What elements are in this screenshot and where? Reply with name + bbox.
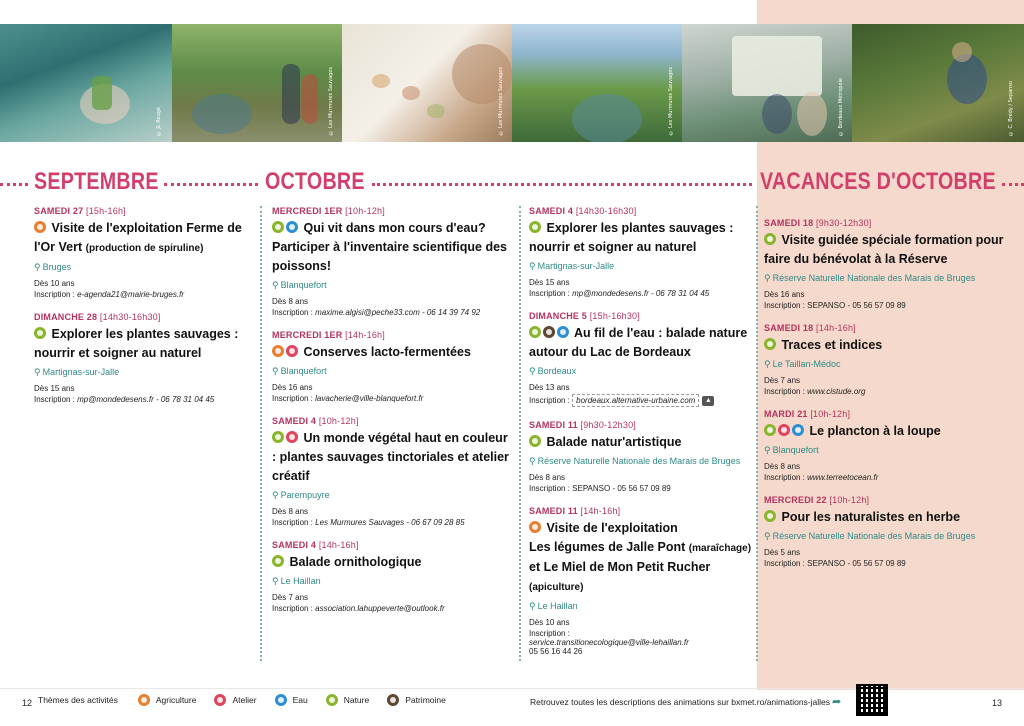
photo-credit: © Bordeaux Métropole <box>838 77 844 136</box>
event-place: ⚲ Le Haillan <box>529 601 578 611</box>
inscription-contact[interactable]: mp@mondedesens.fr - 06 78 31 04 45 <box>572 289 710 298</box>
column-divider <box>260 206 262 661</box>
event-inscription: Inscription : www.cistude.org <box>764 387 866 396</box>
inscription-contact[interactable]: association.lahuppeverte@outlook.fr <box>315 604 445 613</box>
location-pin-icon: ⚲ <box>272 576 279 586</box>
photo-riverside-group <box>172 24 342 142</box>
agriculture-icon <box>529 521 541 533</box>
eau-icon <box>275 694 287 706</box>
event-age: Dès 7 ans <box>764 376 801 385</box>
event-age: Dès 16 ans <box>272 383 313 392</box>
event-age: Dès 8 ans <box>764 462 801 471</box>
event-date: DIMANCHE 5 [15h-16h30] <box>529 311 640 321</box>
atelier-icon <box>778 424 790 436</box>
event-age: Dès 10 ans <box>529 618 570 627</box>
photo-credit: © Les Murmures Sauvages <box>328 67 334 136</box>
event-place: ⚲ Le Taillan-Médoc <box>764 359 841 369</box>
column-divider <box>519 206 521 661</box>
atelier-icon <box>286 345 298 357</box>
event-age: Dès 15 ans <box>529 278 570 287</box>
event-card <box>529 206 753 298</box>
location-pin-icon: ⚲ <box>764 531 771 541</box>
event-title: Visite de l'exploitation Les légumes de Jalle Pont (maraîchage) et Le Miel de Mon Petit Rucher (apiculture) <box>529 521 752 593</box>
event-card <box>764 409 1014 482</box>
event-title: Balade natur'artistique <box>529 433 753 452</box>
event-inscription: Inscription : bordeaux.alternative-urbaine.com ▲ <box>529 394 753 407</box>
inscription-contact[interactable]: Les Murmures Sauvages - 06 67 09 28 85 <box>315 518 465 527</box>
event-age: Dès 8 ans <box>272 507 309 516</box>
event-date: SAMEDI 4 [14h-16h] <box>272 540 359 550</box>
event-age: Dès 15 ans <box>34 384 75 393</box>
event-place: ⚲ Réserve Naturelle Nationale des Marais de Bruges <box>764 273 976 283</box>
themes-legend <box>38 694 464 706</box>
photo-credit: © Les Murmures Sauvages <box>498 67 504 136</box>
event-inscription: Inscription : SEPANSO - 05 56 57 09 89 <box>764 559 906 568</box>
agriculture-icon <box>272 345 284 357</box>
event-age: Dès 5 ans <box>764 548 801 557</box>
location-pin-icon: ⚲ <box>272 366 279 376</box>
event-place: ⚲ Réserve Naturelle Nationale des Marais de Bruges <box>529 456 741 466</box>
event-place: ⚲ Bruges <box>34 262 72 272</box>
event-title: Le plancton à la loupe <box>764 422 1014 441</box>
inscription-contact: SEPANSO - 05 56 57 09 89 <box>807 301 906 310</box>
location-pin-icon: ⚲ <box>34 262 41 272</box>
event-card <box>529 311 753 407</box>
photo-credit: © Les Murmures Sauvages <box>668 67 674 136</box>
event-inscription: Inscription : lavacherie@ville-blanquefort.fr <box>272 394 424 403</box>
event-place: ⚲ Parempuyre <box>272 490 330 500</box>
event-age: Dès 8 ans <box>272 297 309 306</box>
event-inscription: Inscription : SEPANSO - 05 56 57 09 89 <box>529 484 671 493</box>
location-pin-icon: ⚲ <box>34 367 41 377</box>
heading-dots <box>1002 183 1024 186</box>
photo-canal <box>512 24 682 142</box>
inscription-link[interactable]: bordeaux.alternative-urbaine.com <box>572 394 699 407</box>
inscription-contact: SEPANSO - 05 56 57 09 89 <box>807 559 906 568</box>
patrimoine-icon <box>387 694 399 706</box>
heading-vacances: VACANCES D'OCTOBRE <box>760 168 996 195</box>
nature-icon <box>529 221 541 233</box>
chevron-up-icon[interactable]: ▲ <box>702 396 714 406</box>
event-date: SAMEDI 18 [14h-16h] <box>764 323 856 333</box>
inscription-contact[interactable]: lavacherie@ville-blanquefort.fr <box>315 394 424 403</box>
photo-credit: © C. Brédy / Sepanso <box>1008 80 1014 136</box>
location-pin-icon: ⚲ <box>272 490 279 500</box>
location-pin-icon: ⚲ <box>764 273 771 283</box>
event-age: Dès 13 ans <box>529 383 570 392</box>
inscription-contact[interactable]: www.terreetocean.fr <box>807 473 879 482</box>
event-card <box>529 506 753 656</box>
nature-icon <box>764 233 776 245</box>
event-title: Visite guidée spéciale formation pour faire du bénévolat à la Réserve <box>764 233 1004 266</box>
column-october-1 <box>272 206 512 626</box>
event-card <box>272 206 512 317</box>
patrimoine-icon <box>543 326 555 338</box>
legend-item-agriculture: Agriculture <box>138 694 197 706</box>
event-date: MARDI 21 [10h-12h] <box>764 409 851 419</box>
event-inscription: Inscription : mp@mondedesens.fr - 06 78 31 04 45 <box>529 289 710 298</box>
event-date: SAMEDI 27 [15h-16h] <box>34 206 126 216</box>
event-card <box>764 495 1014 568</box>
nature-icon <box>764 510 776 522</box>
nature-icon <box>764 338 776 350</box>
inscription-contact: SEPANSO - 05 56 57 09 89 <box>572 484 671 493</box>
location-pin-icon: ⚲ <box>272 280 279 290</box>
event-card <box>764 323 1014 396</box>
legend-item-atelier: Atelier <box>214 694 256 706</box>
event-place: ⚲ Martignas-sur-Jalle <box>34 367 120 377</box>
photo-dyed-paper <box>342 24 512 142</box>
page-number-right: 13 <box>992 698 1003 708</box>
event-place: ⚲ Martignas-sur-Jalle <box>529 261 615 271</box>
inscription-contact[interactable]: service.transitionecologique@ville-lehaillan.fr <box>529 638 689 647</box>
event-age: Dès 16 ans <box>764 290 805 299</box>
photo-map-panel <box>682 24 852 142</box>
event-date: MERCREDI 1ER [10h-12h] <box>272 206 385 216</box>
nature-icon <box>272 221 284 233</box>
inscription-phone: 05 56 16 44 26 <box>529 647 583 656</box>
legend-title: Thèmes des activités <box>38 695 118 705</box>
nature-icon <box>34 327 46 339</box>
inscription-contact[interactable]: e-agenda21@mairie-bruges.fr <box>77 290 184 299</box>
eau-icon <box>792 424 804 436</box>
event-inscription: Inscription : service.transitionecologique@ville-lehaillan.fr 05 56 16 44 26 <box>529 629 689 656</box>
event-title: Au fil de l'eau : balade nature autour du Lac de Bordeaux <box>529 326 748 359</box>
share-arrow-icon: ➦ <box>832 696 842 708</box>
event-place: ⚲ Le Haillan <box>272 576 321 586</box>
event-date: SAMEDI 4 [14h30-16h30] <box>529 206 637 216</box>
nature-icon <box>272 555 284 567</box>
location-pin-icon: ⚲ <box>529 366 536 376</box>
event-age: Dès 10 ans <box>34 279 75 288</box>
page-number-left: 12 <box>22 698 33 708</box>
inscription-contact[interactable]: maxime.algisi@peche33.com - 06 14 39 74 92 <box>315 308 481 317</box>
event-place: ⚲ Blanquefort <box>272 280 327 290</box>
legend-item-patrimoine: Patrimoine <box>387 694 446 706</box>
event-card <box>272 540 512 613</box>
event-card <box>272 416 512 527</box>
event-title: Conserves lacto-fermentées <box>272 343 512 362</box>
location-pin-icon: ⚲ <box>764 445 771 455</box>
event-card <box>34 206 252 299</box>
nature-icon <box>764 424 776 436</box>
event-inscription: Inscription : association.lahuppeverte@outlook.fr <box>272 604 445 613</box>
event-title: Visite de l'exploitation Ferme de l'Or Vert (production de spiruline) <box>34 221 242 254</box>
event-title: Un monde végétal haut en couleur : plantes sauvages tinctoriales et atelier créatif <box>272 431 509 483</box>
nature-icon <box>529 435 541 447</box>
event-place: ⚲ Réserve Naturelle Nationale des Marais de Bruges <box>764 531 976 541</box>
atelier-icon <box>214 694 226 706</box>
inscription-contact[interactable]: www.cistude.org <box>807 387 866 396</box>
event-date: SAMEDI 11 [9h30-12h30] <box>529 420 636 430</box>
nature-icon <box>529 326 541 338</box>
event-title: Balade ornithologique <box>272 553 512 572</box>
photo-naturalist <box>852 24 1024 142</box>
heading-dots <box>164 183 258 186</box>
location-pin-icon: ⚲ <box>529 601 536 611</box>
event-title: Explorer les plantes sauvages : nourrir et soigner au naturel <box>529 221 734 254</box>
event-date: SAMEDI 11 [14h-16h] <box>529 506 621 516</box>
photo-credit: © JL Rougé <box>156 106 162 136</box>
qr-code[interactable] <box>856 684 888 716</box>
event-card <box>764 218 1014 310</box>
descriptions-link[interactable]: Retrouvez toutes les descriptions des animations sur bxmet.ro/animations-jalles <box>530 697 830 707</box>
event-age: Dès 7 ans <box>272 593 309 602</box>
nature-icon <box>326 694 338 706</box>
location-pin-icon: ⚲ <box>529 261 536 271</box>
event-card <box>529 420 753 493</box>
event-title: Explorer les plantes sauvages : nourrir et soigner au naturel <box>34 327 239 360</box>
event-date: MERCREDI 1ER [14h-16h] <box>272 330 385 340</box>
event-inscription: Inscription : maxime.algisi@peche33.com - 06 14 39 74 92 <box>272 308 481 317</box>
legend-item-nature: Nature <box>326 694 370 706</box>
atelier-icon <box>286 431 298 443</box>
event-title: Traces et indices <box>764 336 1014 355</box>
column-october-2 <box>529 206 753 669</box>
column-vacances <box>764 218 1014 581</box>
location-pin-icon: ⚲ <box>764 359 771 369</box>
event-inscription: Inscription : SEPANSO - 05 56 57 09 89 <box>764 301 906 310</box>
eau-icon <box>286 221 298 233</box>
nature-icon <box>272 431 284 443</box>
event-date: SAMEDI 4 [10h-12h] <box>272 416 359 426</box>
column-divider <box>756 206 758 661</box>
location-pin-icon: ⚲ <box>529 456 536 466</box>
event-place: ⚲ Bordeaux <box>529 366 577 376</box>
event-date: SAMEDI 18 [9h30-12h30] <box>764 218 872 228</box>
event-date: MERCREDI 22 [10h-12h] <box>764 495 870 505</box>
event-inscription: Inscription : www.terreetocean.fr <box>764 473 879 482</box>
event-inscription: Inscription : mp@mondedesens.fr - 06 78 31 04 45 <box>34 395 215 404</box>
column-september <box>34 206 252 417</box>
event-place: ⚲ Blanquefort <box>272 366 327 376</box>
event-inscription: Inscription : Les Murmures Sauvages - 06 67 09 28 85 <box>272 518 465 527</box>
event-card <box>34 312 252 404</box>
heading-september: SEPTEMBRE <box>34 168 159 195</box>
event-place: ⚲ Blanquefort <box>764 445 819 455</box>
agriculture-icon <box>138 694 150 706</box>
eau-icon <box>557 326 569 338</box>
photo-strip <box>0 24 1024 142</box>
agriculture-icon <box>34 221 46 233</box>
legend-item-eau: Eau <box>275 694 308 706</box>
photo-spiruline <box>0 24 172 142</box>
inscription-contact[interactable]: mp@mondedesens.fr - 06 78 31 04 45 <box>77 395 215 404</box>
event-inscription: Inscription : e-agenda21@mairie-bruges.fr <box>34 290 184 299</box>
event-title: Pour les naturalistes en herbe <box>764 508 1014 527</box>
event-card <box>272 330 512 403</box>
heading-october: OCTOBRE <box>265 168 365 195</box>
event-age: Dès 8 ans <box>529 473 566 482</box>
heading-dots <box>0 183 28 186</box>
event-title: Qui vit dans mon cours d'eau? Participer à l'inventaire scientifique des poissons! <box>272 221 508 273</box>
heading-dots <box>372 183 752 186</box>
event-date: DIMANCHE 28 [14h30-16h30] <box>34 312 161 322</box>
